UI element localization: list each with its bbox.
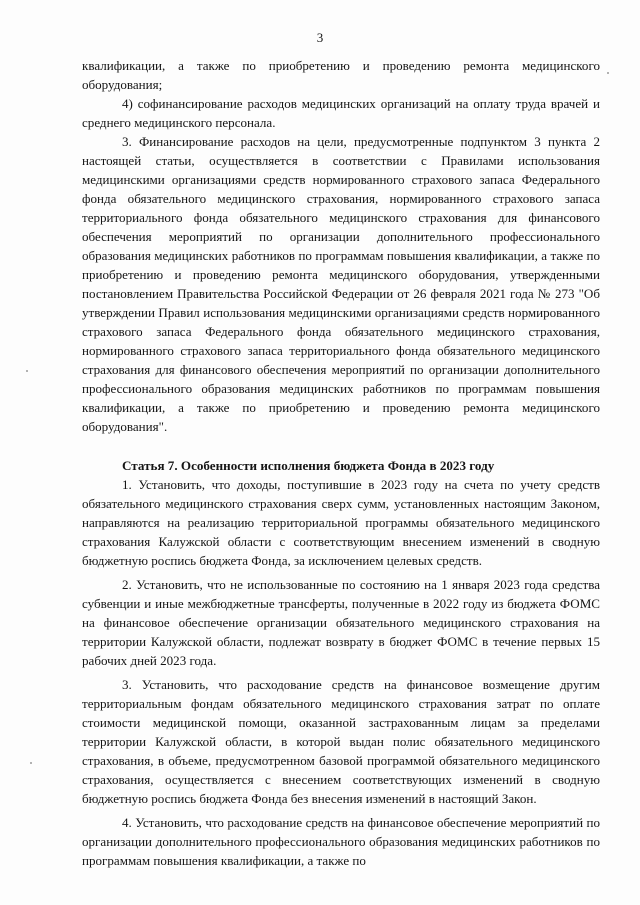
page-number: 3 [316, 30, 324, 45]
article-7-paragraph-1: 1. Установить, что доходы, поступившие в 2023 году на счета по учету средств обязательного медицинского страхования сверх сумм, установленных настоящим Законом, направляются на реализацию территориальной программы обязательного медицинского страхования Калужской области с соответствующим внесением изменений в сводную бюджетную роспись бюджета Фонда, за исключением целевых средств. [82, 477, 600, 568]
article-7-paragraph-2: 2. Установить, что не использованные по состоянию на 1 января 2023 года средства субвенции и иные межбюджетные трансферты, полученные в 2022 году из бюджета ФОМС на финансовое обеспечение организации обязательного медицинского страхования на территории Калужской области, подлежат возврату в бюджет ФОМС в течение первых 15 рабочих дней 2023 года. [82, 577, 600, 668]
article-7-paragraph-3: 3. Установить, что расходование средств на финансовое возмещение другим территориальным фондам обязательного медицинского страхования затрат по оплате стоимости медицинской помощи, оказанной застрахованным лицам за пределами территории Калужской области, в которой выдан полис обязательного медицинского страхования, в объеме, предусмотренном базовой программой обязательного медицинского страхования, осуществляется с внесением соответствующих изменений в сводную бюджетную роспись бюджета Фонда без внесения изменений в настоящий Закон. [82, 677, 600, 806]
scan-speck [30, 762, 32, 764]
scan-speck [26, 370, 28, 372]
article-7-paragraph-4: 4. Установить, что расходование средств на финансовое обеспечение мероприятий по организации дополнительного профессионального образования медицинских работников по программам повышения квалификации, а также по [82, 815, 600, 868]
paragraph-continuation: квалификации, а также по приобретению и проведению ремонта медицинского оборудования; [82, 58, 600, 92]
page-body [82, 56, 600, 870]
paragraph-item-4: 4) софинансирование расходов медицинских организаций на оплату труда врачей и среднего медицинского персонала. [82, 96, 600, 130]
article-7-heading: Статья 7. Особенности исполнения бюджета Фонда в 2023 году [122, 458, 495, 473]
scan-speck [607, 72, 609, 74]
paragraph-point-3: 3. Финансирование расходов на цели, предусмотренные подпунктом 3 пункта 2 настоящей статьи, осуществляется в соответствии с Правилами использования медицинскими организациями средств нормированного страхового запаса Федерального фонда обязательного медицинского страхования, нормированного страхового запаса территориального фонда обязательного медицинского страхования для финансового обеспечения мероприятий по организации дополнительного профессионального образования медицинских работников по программам повышения квалификации, а также по приобретению и проведению ремонта медицинского оборудования, утвержденными постановлением Правительства Российской Федерации от 26 февраля 2021 года № 273 "Об утверждении Правил использования медицинскими организациями средств нормированного страхового запаса Федерального фонда обязательного медицинского страхования, нормированного страхового запаса территориального фонда обязательного медицинского страхования для финансового обеспечения мероприятий по организации дополнительного профессионального образования медицинских работников по программам повышения квалификации, а также по приобретению и проведению ремонта медицинского оборудования". [82, 134, 600, 434]
